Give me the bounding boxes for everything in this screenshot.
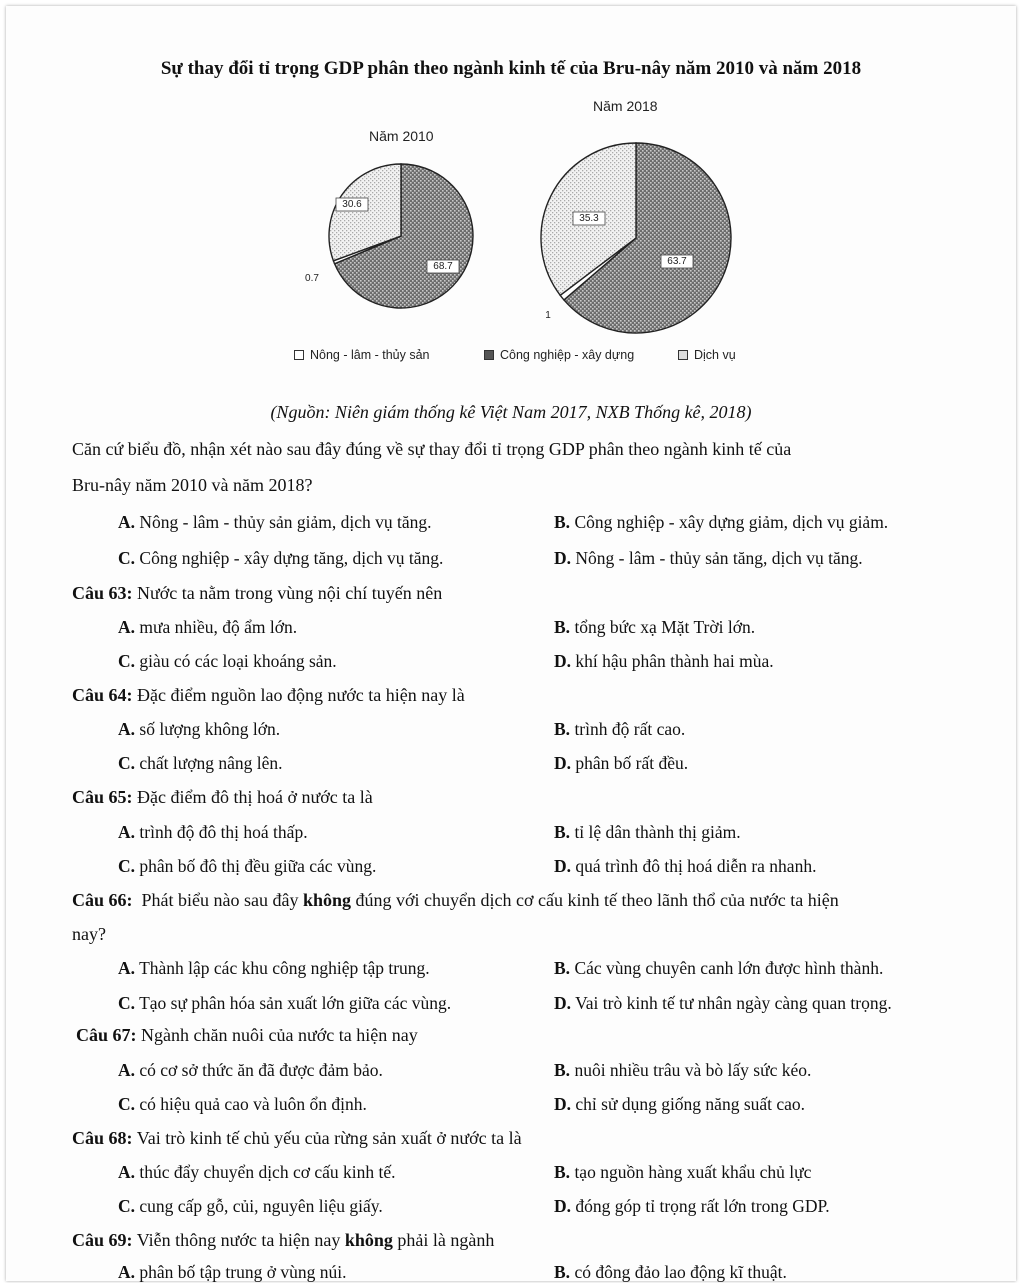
q69-option-b[interactable]: B. có đông đảo lao động kĩ thuật. (554, 1262, 787, 1282)
q64-option-b[interactable]: B. trình độ rất cao. (554, 719, 686, 739)
q66-option-a[interactable]: A. Thành lập các khu công nghiệp tập trung. (118, 958, 430, 978)
data-label-industry: 63.7 (667, 256, 687, 267)
q67-option-a[interactable]: A. có cơ sở thức ăn đã được đảm bảo. (118, 1060, 383, 1080)
q67-option-d[interactable]: D. chỉ sử dụng giống năng suất cao. (554, 1094, 806, 1114)
data-label-agriculture: 1 (545, 310, 551, 321)
q69-option-a[interactable]: A. phân bố tập trung ở vùng núi. (118, 1262, 347, 1282)
q66-option-c[interactable]: C. Tạo sự phân hóa sản xuất lớn giữa các vùng. (118, 993, 452, 1013)
pie-charts (6, 6, 1016, 386)
legend-item-industry (484, 348, 634, 362)
q68-stem: Câu 68: Vai trò kinh tế chủ yếu của rừng sản xuất ở nước ta là (72, 1128, 522, 1148)
legend-item-agriculture (294, 348, 430, 362)
chart-source: (Nguồn: Niên giám thống kê Việt Nam 2017, NXB Thống kê, 2018) (270, 402, 752, 422)
q68-option-c[interactable]: C. cung cấp gỗ, củi, nguyên liệu giấy. (118, 1196, 383, 1216)
q63-option-c[interactable]: C. giàu có các loại khoáng sản. (118, 651, 337, 671)
q65-option-d[interactable]: D. quá trình đô thị hoá diễn ra nhanh. (554, 856, 817, 876)
intro-option-a[interactable]: A. Nông - lâm - thủy sản giảm, dịch vụ tăng. (118, 512, 432, 532)
q66-option-d[interactable]: D. Vai trò kinh tế tư nhân ngày càng quan trọng. (554, 993, 892, 1013)
data-label-industry: 68.7 (433, 261, 453, 272)
pie-title-2010: Năm 2010 (369, 128, 434, 144)
q69-stem: Câu 69: Viễn thông nước ta hiện nay không phải là ngành (72, 1230, 495, 1250)
data-label-services: 30.6 (342, 199, 362, 210)
data-label-services: 35.3 (579, 213, 599, 224)
q64-option-d[interactable]: D. phân bố rất đều. (554, 753, 689, 773)
intro-option-b[interactable]: B. Công nghiệp - xây dựng giảm, dịch vụ giảm. (554, 512, 889, 532)
intro-line-2: Bru-nây năm 2010 và năm 2018? (72, 475, 313, 495)
legend-label-agriculture: Nông - lâm - thủy sản (310, 348, 430, 362)
intro-line-1: Căn cứ biểu đồ, nhận xét nào sau đây đúng về sự thay đổi tỉ trọng GDP phân theo ngành kinh tế của (72, 439, 792, 459)
intro-option-c[interactable]: C. Công nghiệp - xây dựng tăng, dịch vụ tăng. (118, 548, 444, 568)
chart-title: Sự thay đổi tỉ trọng GDP phân theo ngành kinh tế của Bru-nây năm 2010 và năm 2018 (160, 58, 862, 79)
q66-stem-line-2: nay? (72, 924, 106, 944)
document-page (6, 6, 1016, 1281)
q65-option-a[interactable]: A. trình độ đô thị hoá thấp. (118, 822, 308, 842)
legend-swatch-agriculture (294, 350, 304, 360)
pie-title-2018: Năm 2018 (593, 98, 658, 114)
q68-option-a[interactable]: A. thúc đẩy chuyển dịch cơ cấu kinh tế. (118, 1162, 396, 1182)
intro-option-d[interactable]: D. Nông - lâm - thủy sản tăng, dịch vụ tăng. (554, 548, 863, 568)
data-label-agriculture: 0.7 (305, 273, 319, 284)
legend-label-services: Dịch vụ (694, 348, 736, 362)
q65-stem: Câu 65: Đặc điểm đô thị hoá ở nước ta là (72, 787, 373, 807)
q63-option-b[interactable]: B. tổng bức xạ Mặt Trời lớn. (554, 617, 756, 637)
q67-stem: Câu 67: Ngành chăn nuôi của nước ta hiện nay (76, 1025, 418, 1045)
q63-option-a[interactable]: A. mưa nhiều, độ ẩm lớn. (118, 617, 298, 637)
q64-stem: Câu 64: Đặc điểm nguồn lao động nước ta hiện nay là (72, 685, 465, 705)
legend-swatch-industry (484, 350, 494, 360)
legend-label-industry: Công nghiệp - xây dựng (500, 348, 635, 362)
legend-item-services (678, 348, 736, 362)
q64-option-a[interactable]: A. số lượng không lớn. (118, 719, 281, 739)
q68-option-b[interactable]: B. tạo nguồn hàng xuất khẩu chủ lực (554, 1162, 812, 1182)
q65-option-b[interactable]: B. tỉ lệ dân thành thị giảm. (554, 822, 741, 842)
legend-swatch-services (678, 350, 688, 360)
q67-option-c[interactable]: C. có hiệu quả cao và luôn ổn định. (118, 1094, 367, 1114)
q67-option-b[interactable]: B. nuôi nhiều trâu và bò lấy sức kéo. (554, 1060, 812, 1080)
q63-option-d[interactable]: D. khí hậu phân thành hai mùa. (554, 651, 774, 671)
q63-stem: Câu 63: Nước ta nằm trong vùng nội chí tuyến nên (72, 583, 443, 603)
q65-option-c[interactable]: C. phân bố đô thị đều giữa các vùng. (118, 856, 377, 876)
pie-2018 (541, 143, 731, 333)
q66-option-b[interactable]: B. Các vùng chuyên canh lớn được hình thành. (554, 958, 884, 978)
q64-option-c[interactable]: C. chất lượng nâng lên. (118, 753, 283, 773)
pie-2010 (305, 164, 473, 308)
q68-option-d[interactable]: D. đóng góp tỉ trọng rất lớn trong GDP. (554, 1196, 830, 1216)
q66-stem: Câu 66: Phát biểu nào sau đây không đúng với chuyển dịch cơ cấu kinh tế theo lãnh thổ của nước ta hiện (72, 890, 839, 910)
